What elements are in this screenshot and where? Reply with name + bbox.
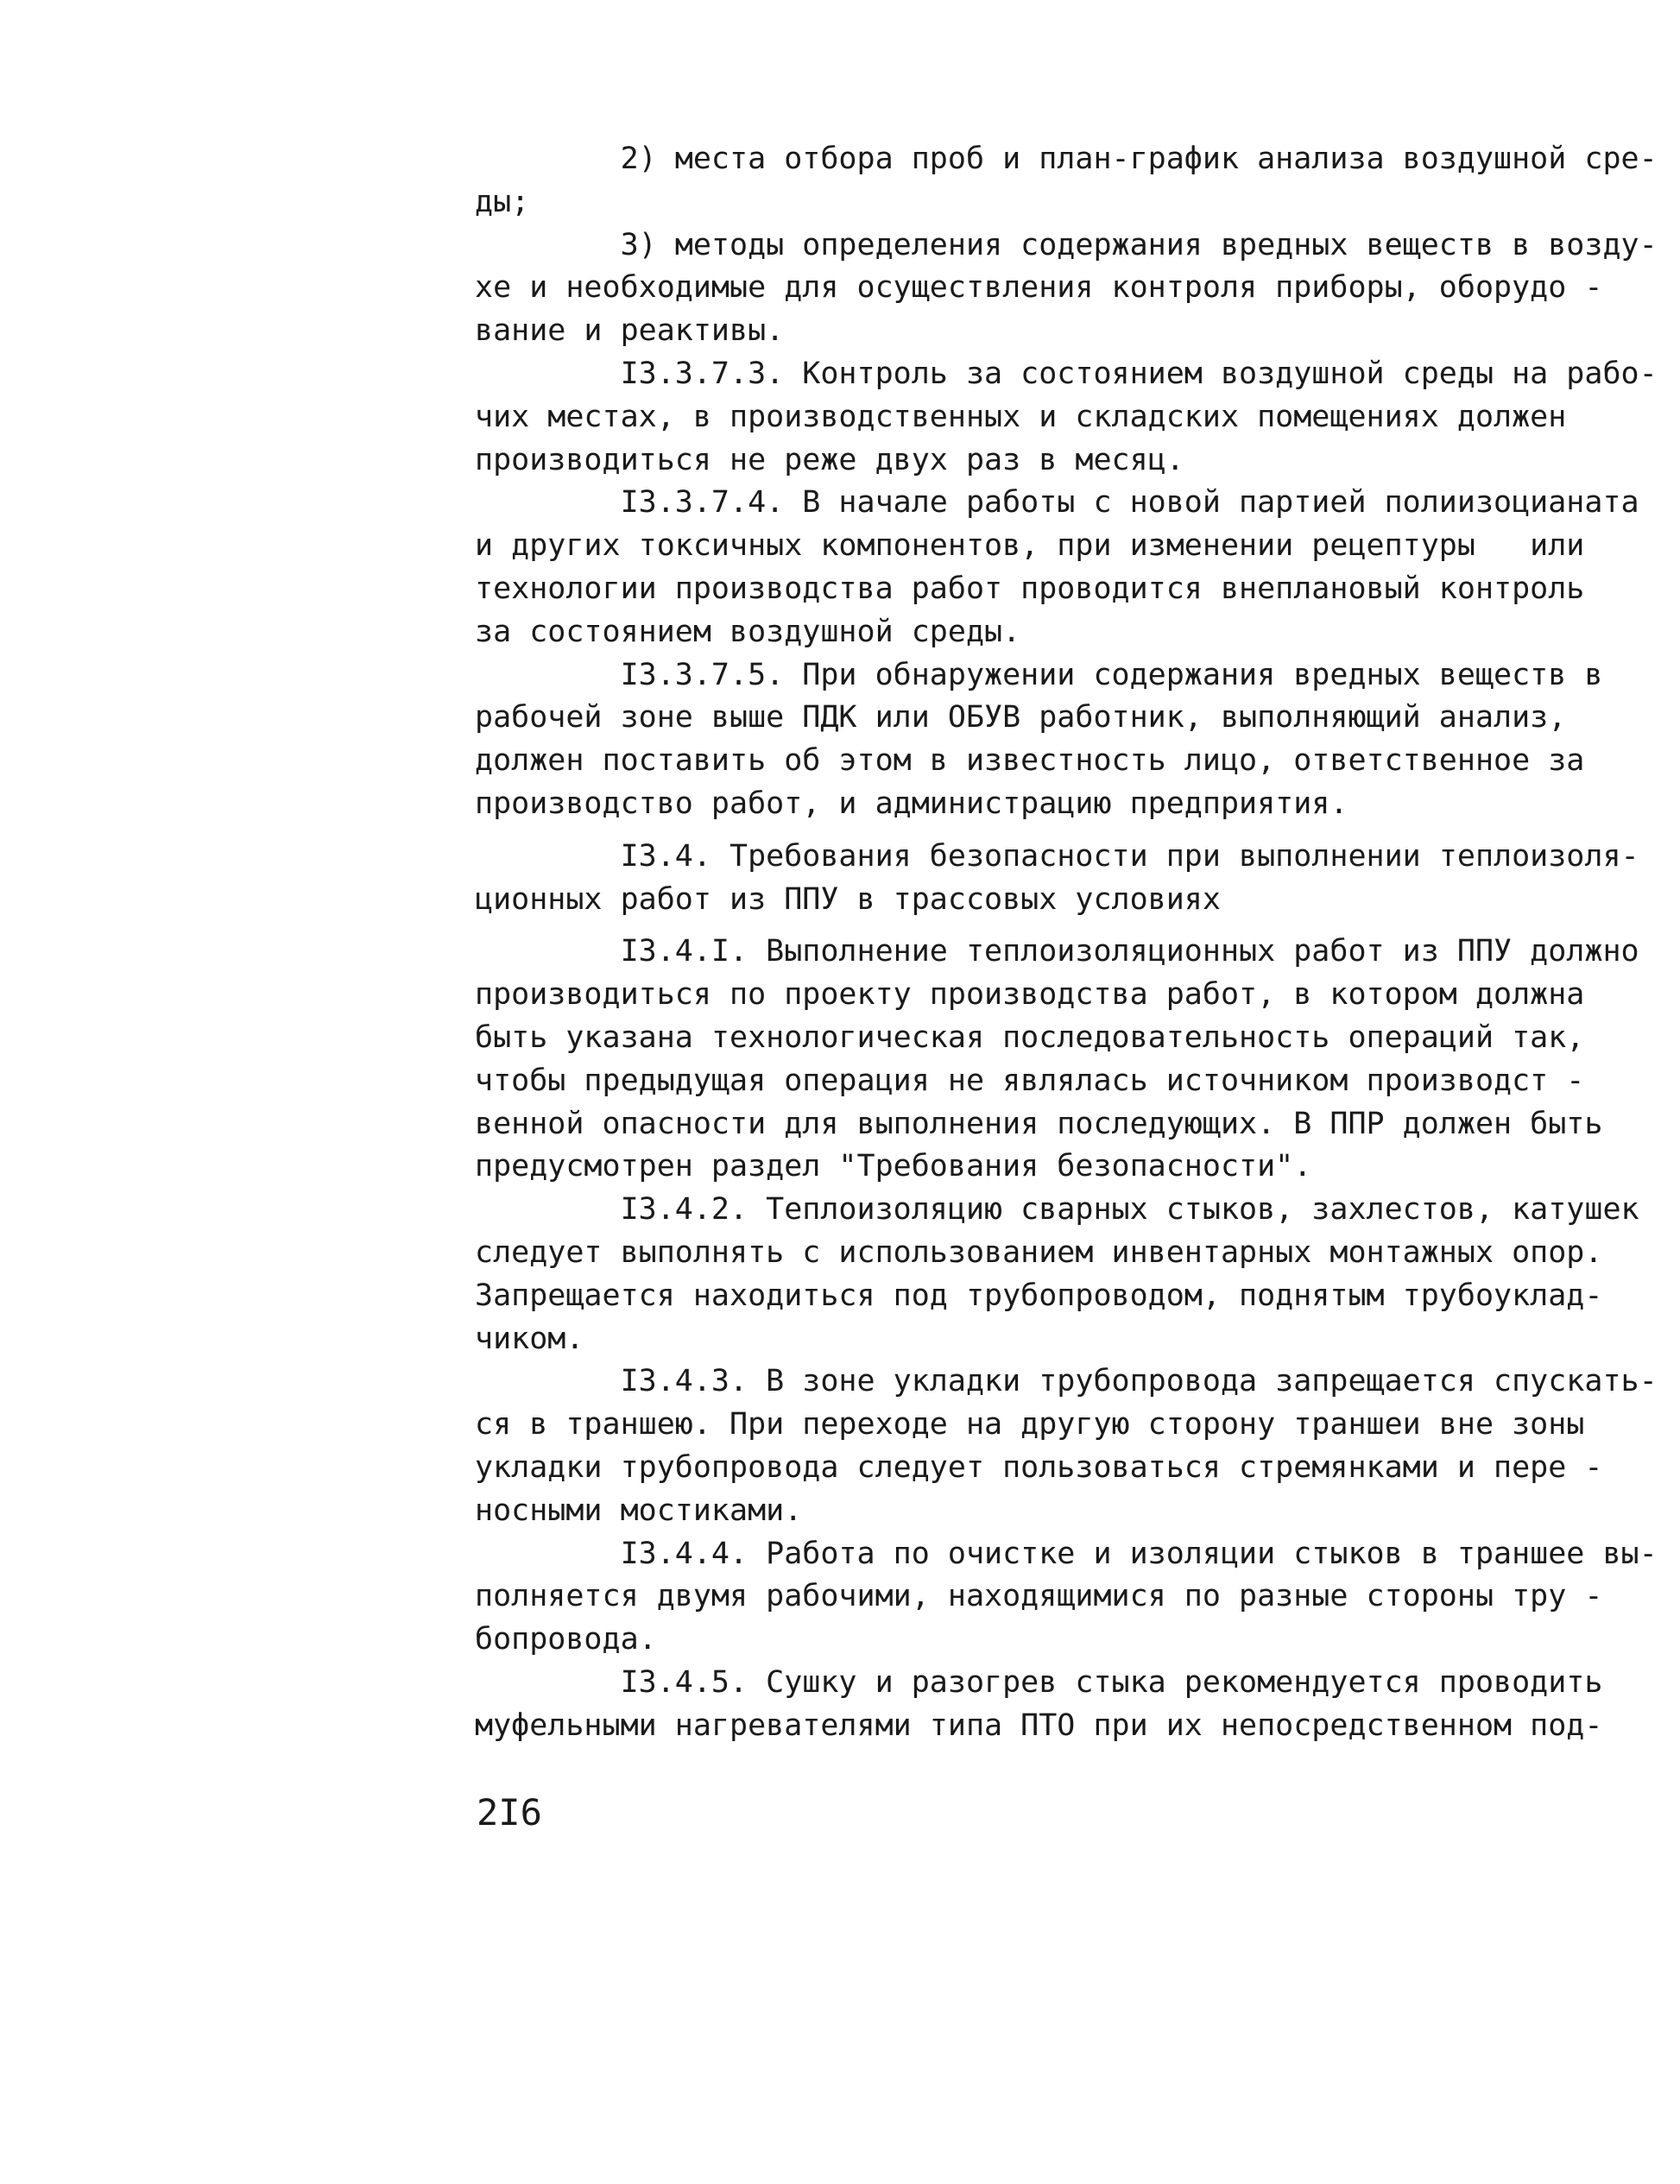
- text-line: чих местах, в производственных и складских помещениях должен: [475, 399, 1567, 434]
- text-line: укладки трубопровода следует пользоваться стремянками и пере -: [475, 1449, 1603, 1485]
- text-line: I3.3.7.4. В начале работы с новой партией полиизоцианата: [475, 485, 1639, 521]
- text-line: полняется двумя рабочими, находящимися по разные стороны тру -: [475, 1579, 1603, 1614]
- text-line: ся в траншею. При переходе на другую сторону траншеи вне зоны: [475, 1407, 1585, 1442]
- paragraph-13-3-7-5: [475, 654, 1603, 826]
- paragraph-13-4-2: [475, 1189, 1639, 1360]
- text-line: I3.4.3. В зоне укладки трубопровода запрещается спускать-: [475, 1364, 1658, 1399]
- text-line: вание и реактивы.: [475, 313, 785, 349]
- text-line: чтобы предыдущая операция не являлась источником производст -: [475, 1063, 1585, 1098]
- paragraph-13-4-3: [475, 1360, 1658, 1532]
- text-line: производиться не реже двух раз в месяц.: [475, 442, 1184, 477]
- text-line: 2) места отбора проб и план-график анализа воздушной сре-: [475, 142, 1658, 176]
- section-gap: [475, 921, 1550, 931]
- text-line: 3) методы определения содержания вредных веществ в возду-: [475, 227, 1658, 262]
- text-line: бопровода.: [475, 1622, 657, 1657]
- text-line: I3.3.7.5. При обнаружении содержания вредных веществ в: [475, 657, 1603, 692]
- text-line: производство работ, и администрацию предприятия.: [475, 786, 1348, 821]
- text-line: I3.4. Требования безопасности при выполнении теплоизоля-: [475, 838, 1639, 874]
- paragraph-13-4-5: [475, 1662, 1603, 1748]
- text-line: муфельными нагревателями типа ПТО при их непосредственном под-: [475, 1707, 1603, 1743]
- text-line: Запрещается находиться под трубопроводом, поднятым трубоуклад-: [475, 1278, 1603, 1313]
- paragraph-13-3-7-4: [475, 482, 1639, 653]
- text-line: производиться по проекту производства работ, в котором должна: [475, 977, 1585, 1013]
- text-line: I3.4.2. Теплоизоляцию сварных стыков, захлестов, катушек: [475, 1192, 1639, 1228]
- paragraph-13-4: [475, 836, 1639, 922]
- paragraph-13-3-7-3: [475, 353, 1658, 482]
- section-gap: [475, 826, 1550, 836]
- paragraph-13-4-1: [475, 931, 1639, 1189]
- paragraph-item-3: [475, 224, 1658, 353]
- text-line: и других токсичных компонентов, при изменении рецептуры или: [475, 528, 1585, 564]
- paragraph-13-4-4: [475, 1533, 1658, 1662]
- text-line: чиком.: [475, 1321, 584, 1356]
- text-line: рабочей зоне выше ПДК или ОБУВ работник, выполняющий анализ,: [475, 700, 1567, 735]
- text-line: должен поставить об этом в известность лицо, ответственное за: [475, 743, 1585, 779]
- text-line: предусмотрен раздел "Требования безопасности".: [475, 1149, 1312, 1184]
- text-line: технологии производства работ проводится внеплановый контроль: [475, 571, 1585, 606]
- page-number: 2I6: [477, 1791, 542, 1834]
- text-line: I3.4.I. Выполнение теплоизоляционных работ из ППУ должно: [475, 934, 1639, 969]
- text-line: носными мостиками.: [475, 1493, 803, 1528]
- text-line: ды;: [475, 184, 530, 219]
- body-text: [475, 138, 1658, 1747]
- paragraph-item-2: [475, 138, 1658, 224]
- text-line: венной опасности для выполнения последующих. В ППР должен быть: [475, 1106, 1603, 1141]
- text-line: быть указана технологическая последовательность операций так,: [475, 1019, 1585, 1055]
- text-line: за состоянием воздушной среды.: [475, 614, 1021, 649]
- text-line: следует выполнять с использованием инвентарных монтажных опор.: [475, 1234, 1603, 1270]
- text-line: I3.4.5. Сушку и разогрев стыка рекомендуется проводить: [475, 1664, 1603, 1700]
- text-line: хе и необходимые для осуществления контроля приборы, оборудо -: [475, 270, 1603, 306]
- text-line: I3.3.7.3. Контроль за состоянием воздушной среды на рабо-: [475, 356, 1658, 391]
- text-line: ционных работ из ППУ в трассовых условиях: [475, 881, 1221, 917]
- text-line: I3.4.4. Работа по очистке и изоляции стыков в траншее вы-: [475, 1536, 1658, 1571]
